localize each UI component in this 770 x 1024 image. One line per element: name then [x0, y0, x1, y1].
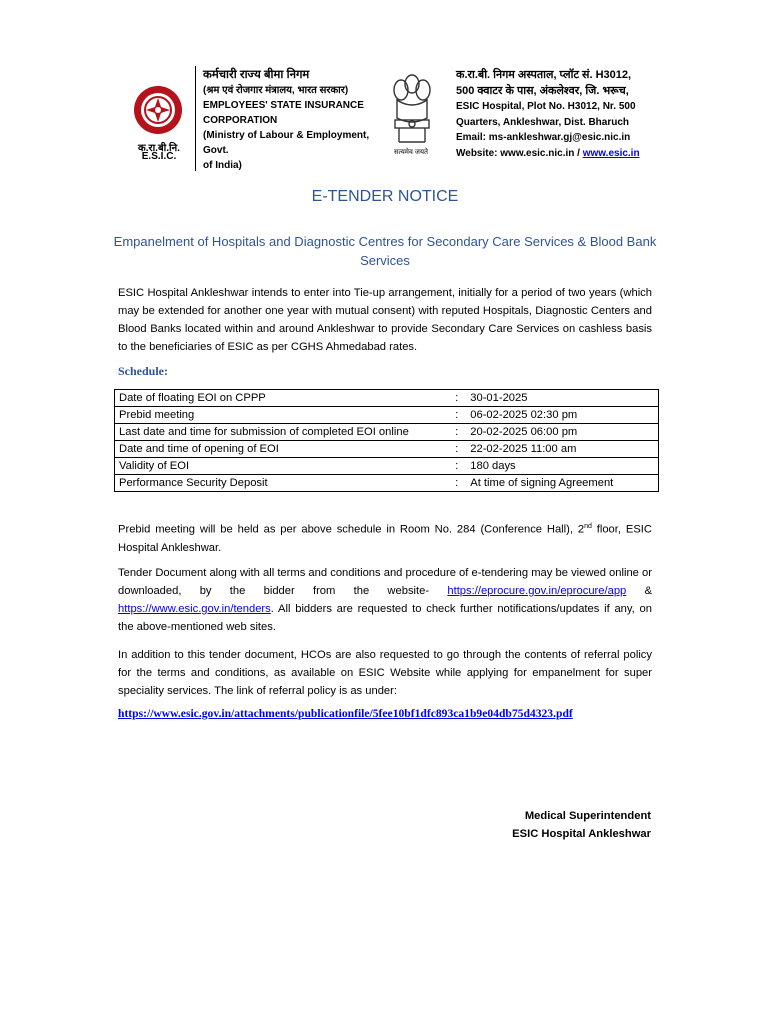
schedule-label: Prebid meeting — [119, 409, 195, 421]
letterhead-divider — [195, 66, 196, 171]
schedule-value: 22-02-2025 11:00 am — [470, 443, 577, 455]
emblem-caption: सत्यमेव जयते — [393, 149, 429, 156]
schedule-label: Date and time of opening of EOI — [119, 443, 279, 455]
address-english-1: ESIC Hospital, Plot No. H3012, Nr. 500 — [456, 101, 636, 112]
table-row — [115, 407, 659, 424]
organisation-block — [203, 68, 393, 173]
tender-text-3: . All bidders are requested to check further notifications/updates if any, on the above-mentioned web sites. — [118, 603, 652, 633]
prebid-ordinal: nd — [584, 523, 592, 530]
org-english-ministry-1: (Ministry of Labour & Employment, Govt. — [203, 130, 370, 156]
address-website — [456, 146, 686, 162]
prebid-text-1: Prebid meeting will be held as per above schedule in Room No. 284 (Conference Hall), 2 — [118, 523, 585, 536]
schedule-value: 20-02-2025 06:00 pm — [470, 426, 578, 438]
signatory-office: ESIC Hospital Ankleshwar — [512, 828, 651, 840]
tender-text-1: Tender Document along with all terms and conditions and procedure of e-tendering may be viewed online or downloaded, by the bidder from the website- — [118, 567, 652, 597]
schedule-separator: : — [455, 392, 459, 404]
schedule-label: Performance Security Deposit — [119, 477, 268, 489]
schedule-label: Validity of EOI — [119, 460, 190, 472]
table-row — [115, 458, 659, 475]
tender-text-2: & — [626, 585, 652, 597]
page-title: E-TENDER NOTICE — [311, 188, 459, 205]
national-emblem-icon — [389, 70, 435, 150]
org-english-name-1: EMPLOYEES' STATE INSURANCE — [203, 100, 364, 111]
schedule-separator: : — [455, 460, 459, 472]
schedule-value: 30-01-2025 — [470, 392, 528, 404]
schedule-value: 180 days — [470, 460, 516, 472]
schedule-value: 06-02-2025 02:30 pm — [470, 409, 578, 421]
eprocure-link[interactable]: https://eprocure.gov.in/eprocure/app — [447, 585, 627, 597]
intro-paragraph: ESIC Hospital Ankleshwar intends to enter into Tie-up arrangement, initially for a period of two years (which may be extended for another one year with mutual consent) with reputed Hospitals, Diagnostic Centers and Blood Banks located within and around Ankleshwar to provide Secondary Care Services on cashless basis to the beneficiaries of ESIC as per CGHS Ahmedabad rates. — [118, 287, 652, 353]
address-hindi-1: क.रा.बी. निगम अस्पताल, प्लॉट सं. H3012, — [456, 69, 632, 81]
address-email: Email: ms-ankleshwar.gj@esic.nic.in — [456, 132, 631, 143]
table-row — [115, 441, 659, 458]
address-hindi-2: 500 क्वाटर के पास, अंकलेश्वर, जि. भरूच, — [456, 84, 629, 97]
signature-block — [512, 807, 651, 843]
table-row — [115, 475, 659, 492]
logo-text-english: E.S.I.C. — [141, 151, 177, 162]
table-row — [115, 390, 659, 407]
schedule-label: Last date and time for submission of completed EOI online — [119, 426, 409, 438]
org-english-name-2: CORPORATION — [203, 115, 278, 126]
referral-policy-link[interactable]: https://www.esic.gov.in/attachments/publicationfile/5fee10bf1dfc893ca1b9e04db75d4323.pdf — [118, 707, 573, 720]
esic-logo-icon — [132, 84, 184, 136]
address-english-2: Quarters, Ankleshwar, Dist. Bharuch — [456, 116, 630, 128]
prebid-paragraph — [118, 518, 652, 557]
table-row — [115, 424, 659, 441]
address-block — [456, 68, 686, 161]
tender-document-paragraph — [118, 564, 652, 636]
org-english-ministry-2: of India) — [203, 160, 242, 171]
schedule-separator: : — [455, 426, 459, 438]
website-prefix: Website: www.esic.nic.in / — [456, 147, 583, 159]
esic-tenders-link[interactable]: https://www.esic.gov.in/tenders — [118, 603, 271, 615]
website-link[interactable]: www.esic.in — [582, 147, 640, 159]
schedule-value: At time of signing Agreement — [470, 477, 614, 489]
schedule-separator: : — [455, 409, 459, 421]
org-hindi-ministry: (श्रम एवं रोजगार मंत्रालय, भारत सरकार) — [203, 85, 349, 96]
schedule-label: Date of floating EOI on CPPP — [119, 392, 266, 404]
signatory-title: Medical Superintendent — [524, 810, 651, 822]
schedule-separator: : — [455, 477, 459, 489]
schedule-heading: Schedule: — [118, 364, 169, 378]
logo-text-hindi: क.रा.बी.नि. — [138, 143, 180, 154]
referral-policy-paragraph: In addition to this tender document, HCOs are also requested to go through the contents of referral policy for the terms and conditions, as available on ESIC Website while applying for empanelment for super speciality services. The link of referral policy is as under: — [118, 649, 652, 697]
schedule-separator: : — [455, 443, 459, 455]
schedule-table — [114, 389, 659, 492]
prebid-text-2: floor, ESIC Hospital Ankleshwar. — [118, 523, 652, 554]
page-subtitle: Empanelment of Hospitals and Diagnostic Centres for Secondary Care Services & Blood Bank Services — [113, 234, 657, 268]
org-hindi-name: कर्मचारी राज्य बीमा निगम — [203, 69, 310, 81]
